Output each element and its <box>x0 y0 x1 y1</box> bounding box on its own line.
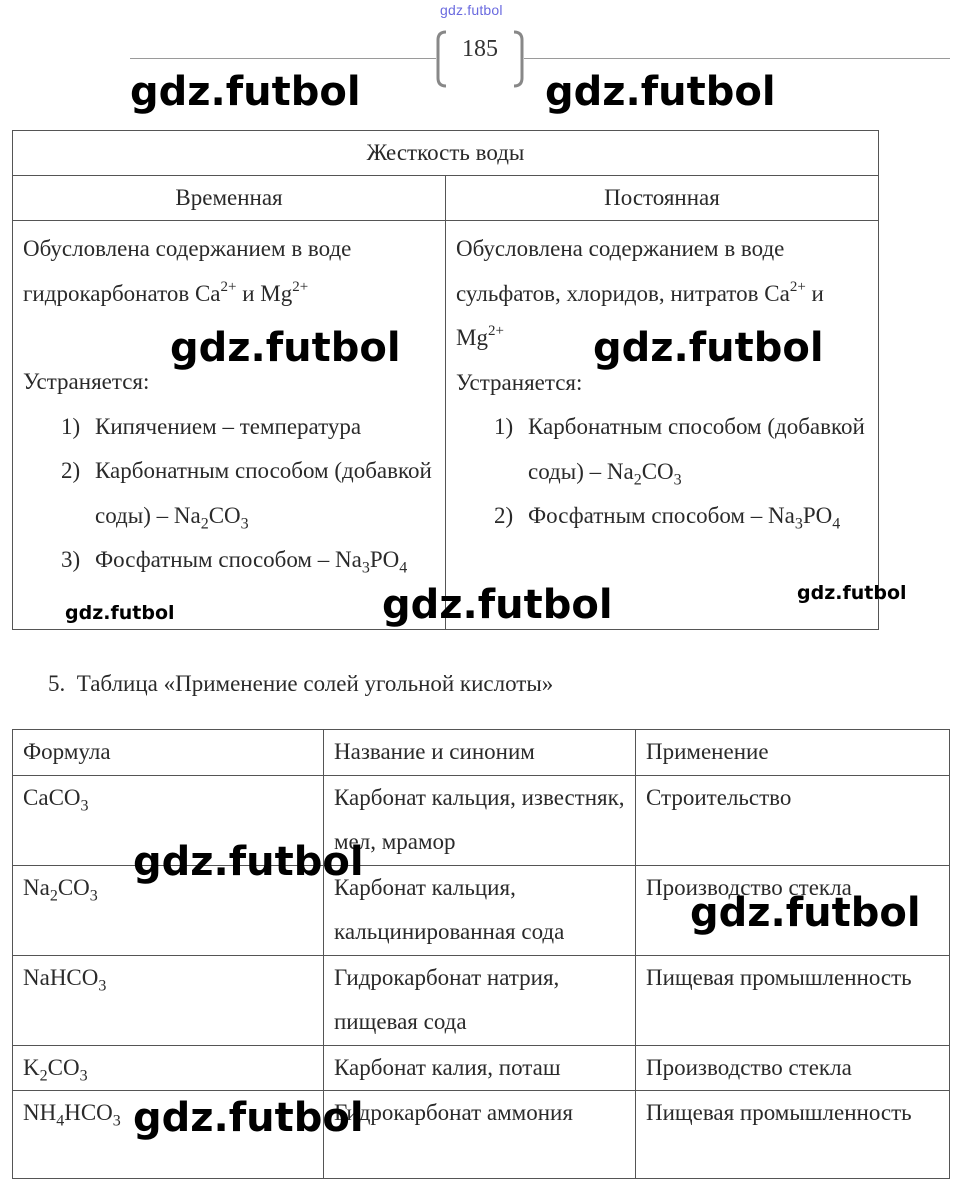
formula-cell: $NH_4HCO_3$ <box>13 1091 324 1179</box>
watermark: gdz.futbol <box>65 602 175 624</box>
column-header-permanent: Постоянная <box>446 176 879 221</box>
column-header-name: Название и синоним <box>324 730 636 776</box>
application-cell: Пищевая промышленность <box>636 1091 950 1179</box>
list-item: 1) Карбонатным способом (добавкой соды) – $Na_2CO_3$ <box>494 414 865 489</box>
list-item: 2) Фосфатным способом – $Na_3PO_4$ <box>494 503 841 533</box>
watermark: gdz.futbol <box>130 69 361 115</box>
watermark: gdz.futbol <box>170 325 401 371</box>
watermark: gdz.futbol <box>593 325 824 371</box>
task-5-caption: 5. Таблица «Применение солей угольной кислоты» <box>48 671 554 696</box>
formula-cell: $K_2CO_3$ <box>13 1045 324 1091</box>
temporary-methods-list <box>23 405 435 583</box>
application-cell: Пищевая промышленность <box>636 955 950 1045</box>
header-rule-left <box>130 58 436 59</box>
name-cell: Карбонат кальция, известняк, мел, мрамор <box>324 775 636 865</box>
formula-cell: $Na_2CO_3$ <box>13 865 324 955</box>
name-cell: Карбонат калия, поташ <box>324 1045 636 1091</box>
table-row <box>13 955 950 1045</box>
column-header-application: Применение <box>636 730 950 776</box>
name-cell: Карбонат кальция, кальцинированная сода <box>324 865 636 955</box>
list-item: 1) Кипячением – температура <box>61 413 362 439</box>
watermark: gdz.futbol <box>545 69 776 115</box>
table-row <box>13 1045 950 1091</box>
permanent-hardness-cell <box>446 221 879 630</box>
watermark: gdz.futbol <box>382 582 613 628</box>
table-header-row <box>13 730 950 776</box>
permanent-cause: Обусловлена содержанием в воде сульфатов, хлоридов, нитратов $Ca^{2+}$ и $Mg^{2+}$ <box>456 236 824 350</box>
application-cell: Производство стекла <box>636 1045 950 1091</box>
formula-cell: NaHCO$_3$ <box>13 955 324 1045</box>
list-item: 3) Фосфатным способом – $Na_3PO_4$ <box>61 547 408 577</box>
page-number: 185 <box>462 36 498 62</box>
name-cell: Гидрокарбонат натрия, пищевая сода <box>324 955 636 1045</box>
application-cell: Строительство <box>636 775 950 865</box>
watermark: gdz.futbol <box>797 582 907 604</box>
temporary-cause: Обусловлена содержанием в воде гидрокарбонатов $Ca^{2+}$ и $Mg^{2+}$ <box>23 236 352 306</box>
temporary-removed-label: Устраняется: <box>23 369 150 394</box>
header-rule-right <box>524 58 950 59</box>
site-header-tag: gdz.futbol <box>440 2 503 18</box>
watermark: gdz.futbol <box>133 1095 364 1141</box>
permanent-methods-list <box>456 405 868 539</box>
permanent-removed-label: Устраняется: <box>456 369 583 395</box>
column-header-temporary: Временная <box>13 176 446 221</box>
application-cell: Производство стекла <box>636 865 950 955</box>
column-header-formula: Формула <box>13 730 324 776</box>
watermark: gdz.futbol <box>133 839 364 885</box>
water-hardness-table <box>12 130 879 630</box>
table-title: Жесткость воды <box>13 131 879 176</box>
watermark: gdz.futbol <box>690 890 921 936</box>
temporary-hardness-cell <box>13 221 446 630</box>
list-item: 2) Карбонатным способом (добавкой соды) – $Na_2CO_3$ <box>61 458 432 533</box>
formula-cell: CaCO$_3$ <box>13 775 324 865</box>
name-cell: Гидрокарбонат аммония <box>324 1091 636 1179</box>
